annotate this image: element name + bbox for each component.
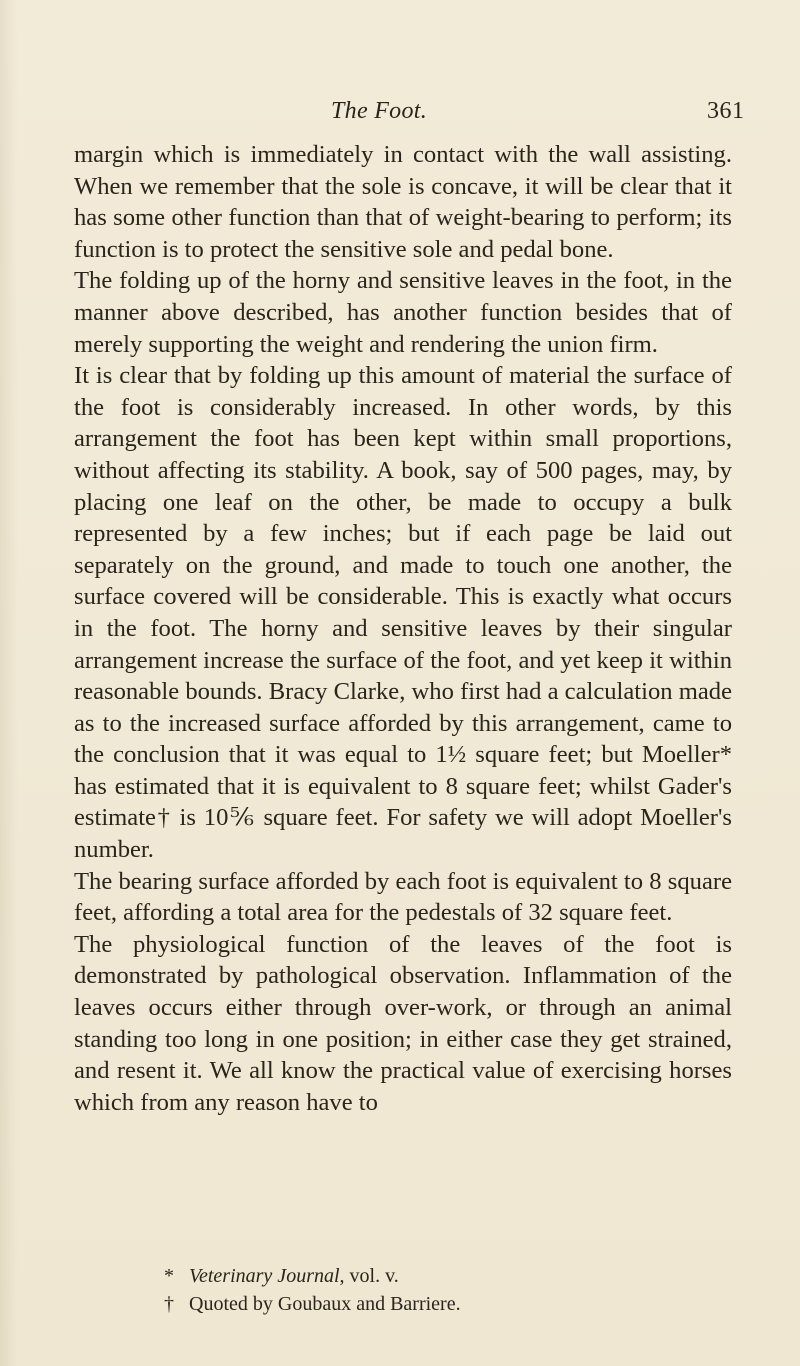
footnote-source: Veterinary Journal	[189, 1265, 340, 1287]
footnotes	[164, 1262, 724, 1318]
paragraph-4: The bearing surface afforded by each foot is equivalent to 8 square feet, affording a total area for the pedestals of 32 square feet.	[74, 867, 732, 927]
page-number: 361	[707, 98, 745, 124]
paragraph-2: The folding up of the horny and sensitive leaves in the foot, in the manner above described, has another function besides that of merely supporting the weight and rendering the union firm.	[74, 267, 732, 358]
paragraph-5: The physiological function of the leaves of the foot is demonstrated by pathological observation. Inflammation of the leaves occurs either through over-work, or through an animal standing too long in one position; in either case they get strained, and resent it. We all know the practical value of exercising horses which from any reason have to	[74, 930, 732, 1116]
footnote-1	[164, 1262, 724, 1290]
running-head	[0, 98, 800, 138]
footnote-2	[164, 1290, 724, 1318]
paragraph-3: It is clear that by folding up this amount of material the surface of the foot is considerably increased. In other words, by this arrangement the foot has been kept within small proportions, without affecting its stability. A book, say of 500 pages, may, by placing one leaf on the other, be made to occupy a bulk represented by a few inches; but if each page be laid out separately on the ground, and made to touch one another, the surface covered will be considerable. This is exactly what occurs in the foot. The horny and sensitive leaves by their singular arrangement increase the surface of the foot, and yet keep it within reasonable bounds. Bracy Clarke, who first had a calculation made as to the increased surface afforded by this arrangement, came to the conclusion that it was equal to 1½ square feet; but Moeller* has estimated that it is equivalent to 8 square feet; whilst Gader's estimate† is 10⅚ square feet. For safety we will adopt Moeller's number.	[74, 362, 732, 864]
footnote-rest: , vol. v.	[339, 1265, 399, 1287]
body-text	[74, 139, 732, 1118]
running-head-title: The Foot.	[331, 98, 428, 124]
paragraph-1: margin which is immediately in contact with the wall assisting. When we remember that the sole is concave, it will be clear that it has some other function than that of weight-bearing to perform; its function is to protect the sensitive sole and pedal bone.	[74, 141, 732, 263]
footnote-source: Quoted by Goubaux and Barriere.	[189, 1293, 461, 1315]
footnote-marker: *	[164, 1265, 174, 1287]
footnote-marker: †	[164, 1293, 174, 1315]
